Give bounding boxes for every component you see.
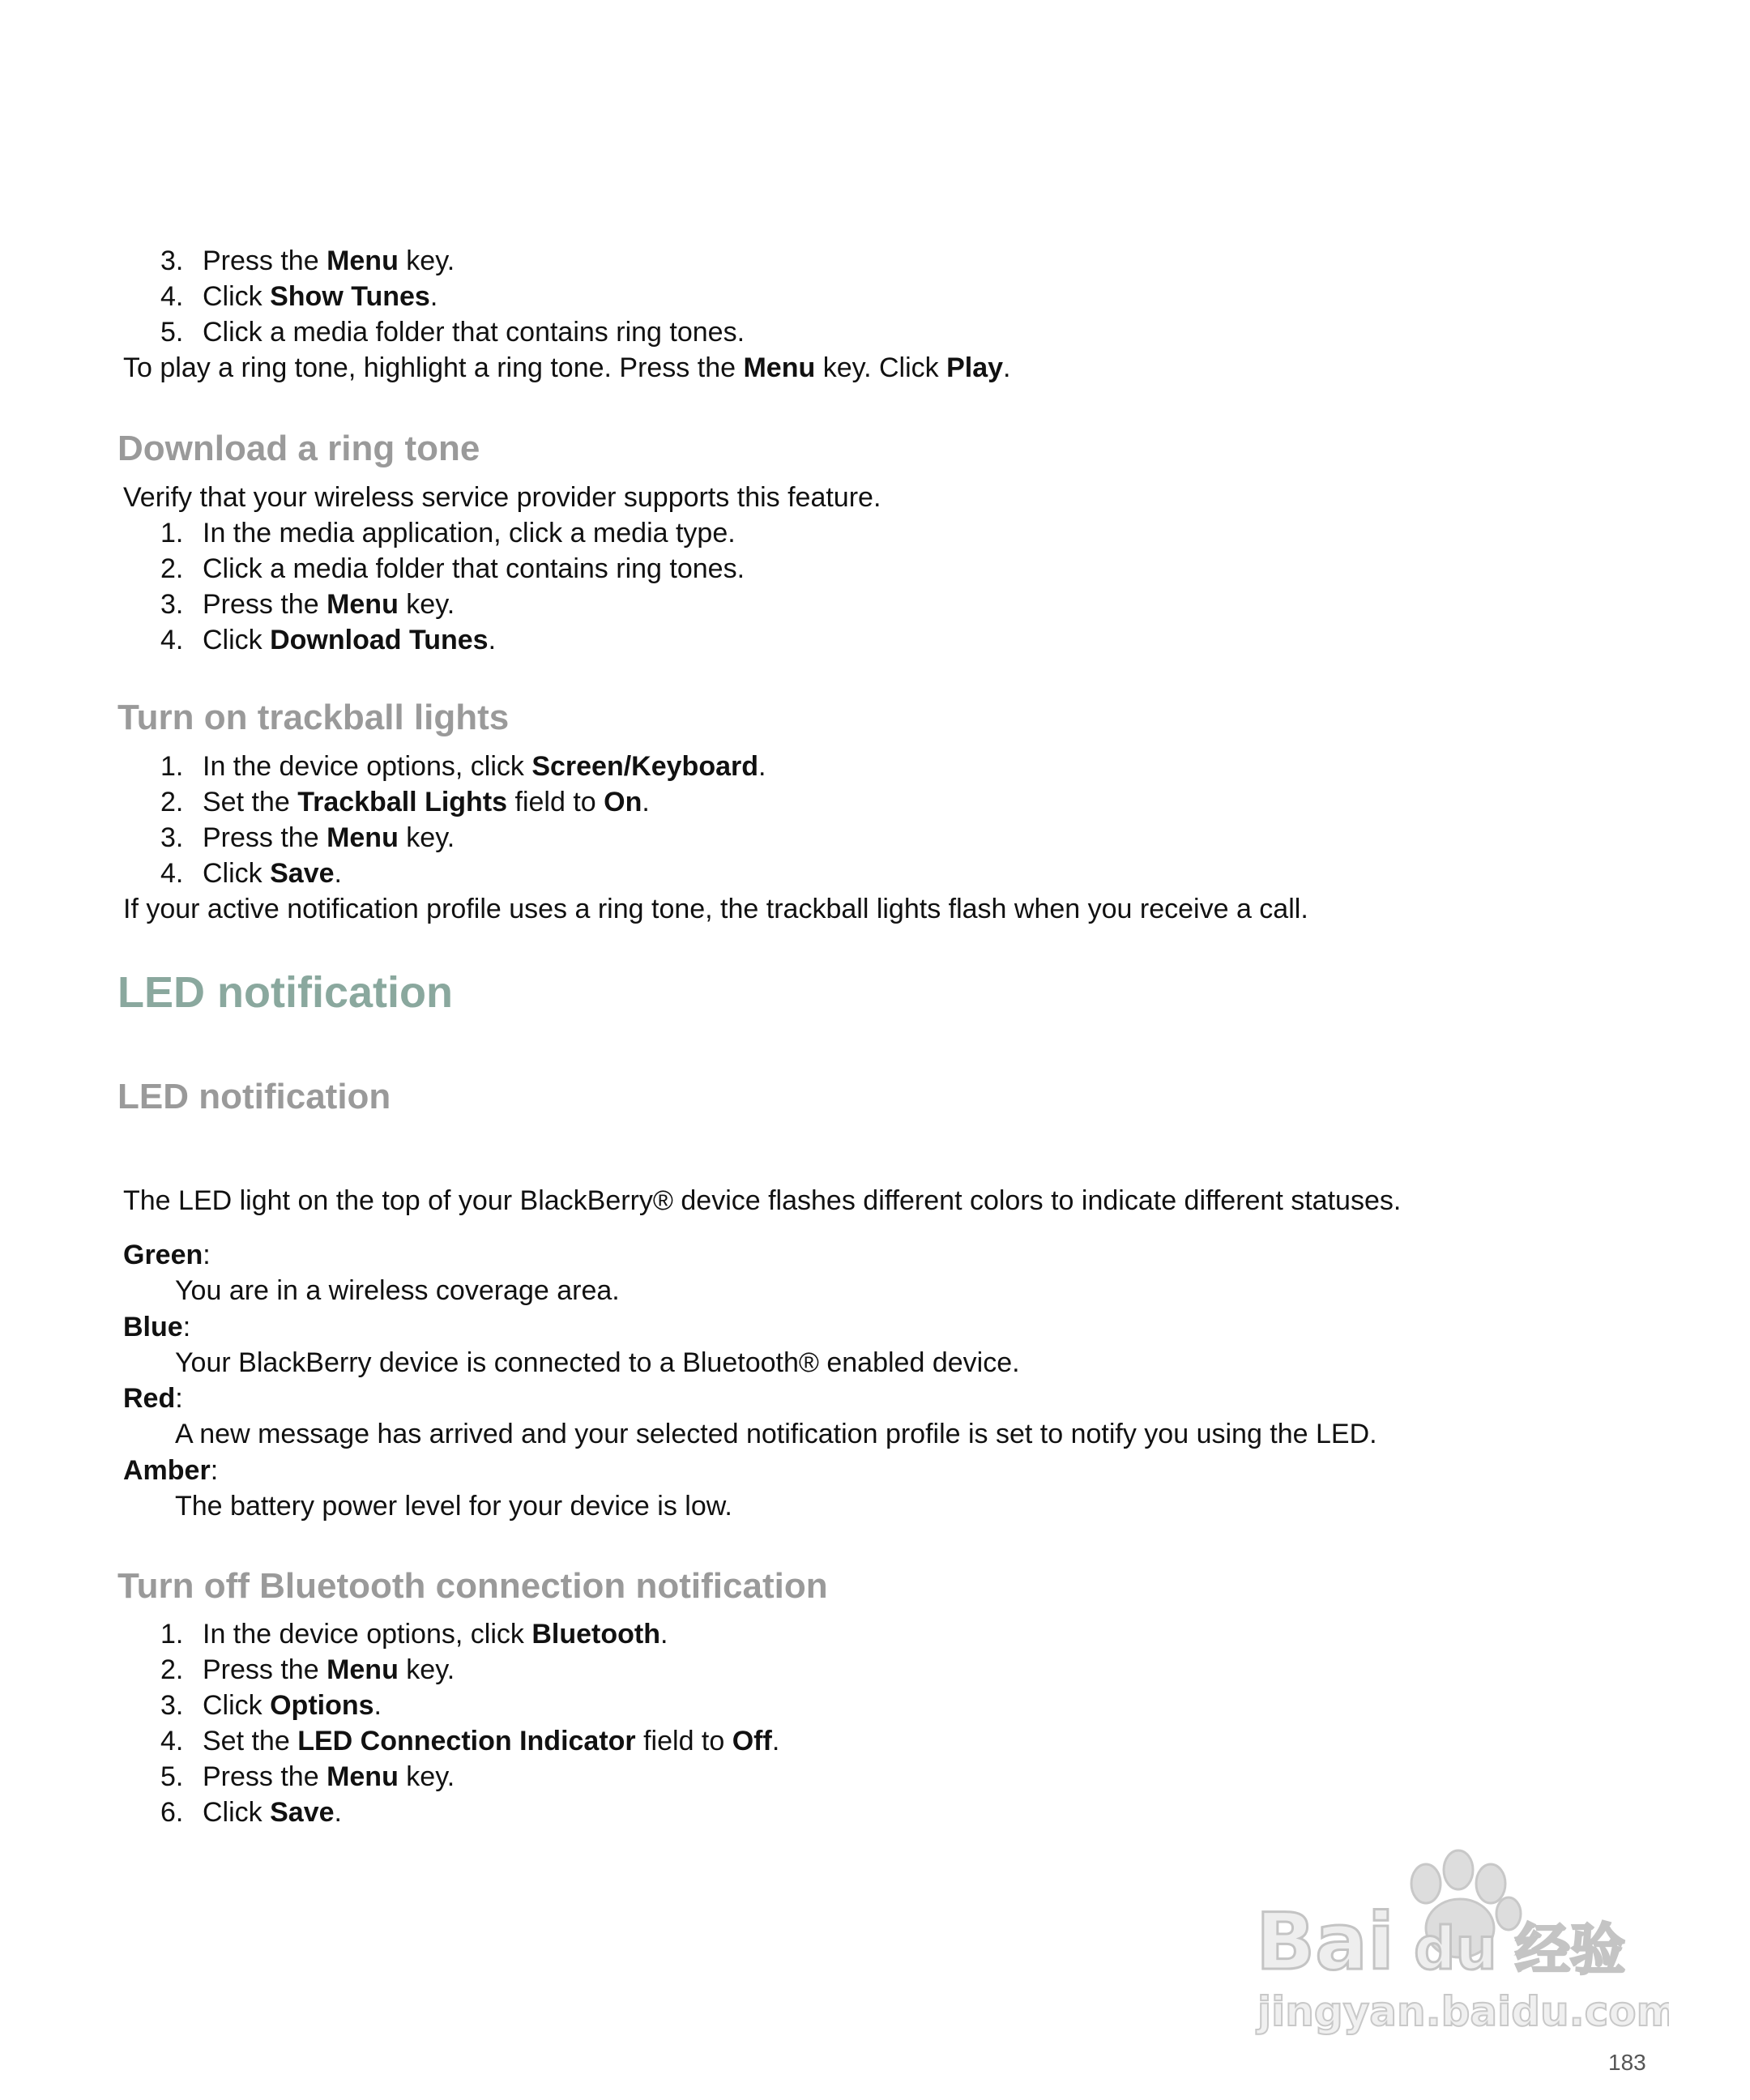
list-item: 4. Set the LED Connection Indicator field to Off. [160, 1726, 780, 1756]
svg-text:经验: 经验 [1515, 1919, 1626, 1983]
heading-bluetooth-notification: Turn off Bluetooth connection notification [117, 1566, 828, 1606]
list-item: 5. Click a media folder that contains ring tones. [160, 317, 745, 348]
definition-desc: The battery power level for your device is low. [175, 1491, 732, 1522]
list-item: 1. In the media application, click a media type. [160, 518, 736, 548]
page-number: 183 [1608, 2050, 1646, 2075]
heading-download-ring-tone: Download a ring tone [117, 429, 480, 468]
watermark-url: jingyan.baidu.com [1257, 1988, 1669, 2035]
definition-desc: Your BlackBerry device is connected to a Bluetooth® enabled device. [175, 1347, 1020, 1378]
list-item: 4. Click Download Tunes. [160, 625, 497, 655]
led-intro: The LED light on the top of your BlackBerry® device flashes different colors to indicate different statuses. [123, 1185, 1402, 1216]
list-item: 3. Click Options. [160, 1690, 382, 1721]
definition-term: Blue: [123, 1312, 191, 1342]
list-item: 1. In the device options, click Screen/Keyboard. [160, 751, 766, 782]
svg-text:Bai: Bai [1256, 1897, 1394, 1987]
definition-desc: A new message has arrived and your selected notification profile is set to notify you using the LED. [175, 1419, 1377, 1449]
baidu-watermark [1248, 1839, 1669, 2042]
heading-trackball-lights: Turn on trackball lights [117, 698, 510, 737]
list-item: 2. Set the Trackball Lights field to On. [160, 787, 650, 817]
list-item: 3. Press the Menu key. [160, 589, 455, 620]
baidu-paw-icon [1248, 1839, 1669, 2042]
chapter-title-led-notification: LED notification [117, 968, 453, 1017]
definition-term: Green: [123, 1240, 211, 1270]
play-ring-tone-note: To play a ring tone, highlight a ring tone. Press the Menu key. Click Play. [123, 352, 1011, 383]
list-item: 1. In the device options, click Bluetooth. [160, 1619, 668, 1650]
download-intro: Verify that your wireless service provider supports this feature. [123, 482, 881, 513]
list-item: 2. Click a media folder that contains ring tones. [160, 553, 745, 584]
list-item: 4. Click Save. [160, 858, 342, 889]
svg-text:du: du [1414, 1914, 1497, 1983]
list-item: 2. Press the Menu key. [160, 1654, 455, 1685]
definition-desc: You are in a wireless coverage area. [175, 1275, 620, 1306]
trackball-note: If your active notification profile uses a ring tone, the trackball lights flash when you receive a call. [123, 894, 1308, 924]
list-item: 5. Press the Menu key. [160, 1761, 455, 1792]
heading-led-notification: LED notification [117, 1077, 391, 1116]
definition-term: Amber: [123, 1455, 219, 1486]
list-item: 6. Click Save. [160, 1797, 342, 1828]
list-item: 3. Press the Menu key. [160, 822, 455, 853]
definition-term: Red: [123, 1383, 183, 1414]
list-item: 4. Click Show Tunes. [160, 281, 438, 312]
list-item: 3. Press the Menu key. [160, 245, 455, 276]
